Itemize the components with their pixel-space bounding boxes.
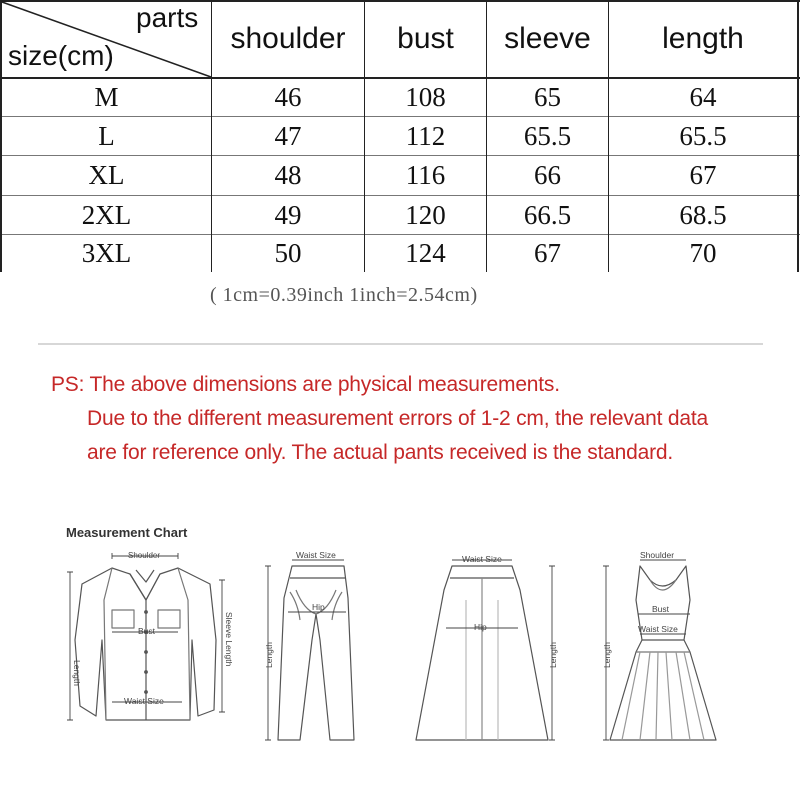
dress-waist-label: Waist Size bbox=[638, 624, 678, 634]
table-cell-shoulder: 47 bbox=[274, 120, 302, 151]
shirt-sleeve-label: Sleeve Length bbox=[224, 612, 234, 667]
corner-label-size: size(cm) bbox=[8, 40, 114, 71]
corner-label-parts: parts bbox=[136, 2, 199, 33]
skirt-hip-label: Hip bbox=[474, 622, 487, 632]
measurement-chart bbox=[0, 540, 800, 790]
divider bbox=[38, 343, 763, 345]
header-length: length bbox=[662, 22, 744, 55]
skirt-waist-label: Waist Size bbox=[462, 554, 502, 564]
skirt-length-label: Length bbox=[548, 642, 558, 668]
header-shoulder: shoulder bbox=[230, 22, 346, 55]
table-cell-length: 70 bbox=[689, 238, 717, 268]
table-cell-sleeve: 65 bbox=[534, 81, 561, 112]
table-border-right bbox=[797, 0, 799, 272]
size-table bbox=[0, 0, 800, 272]
dress-bust-label: Bust bbox=[652, 604, 670, 614]
notice-line-3: are for reference only. The actual pants received is the standard. bbox=[87, 441, 674, 464]
notice-line-1: PS: The above dimensions are physical measurements. bbox=[51, 373, 560, 396]
table-cell-bust: 112 bbox=[405, 120, 446, 151]
table-cell-bust: 120 bbox=[405, 199, 446, 230]
table-cell-length: 68.5 bbox=[679, 199, 727, 230]
table-cell-bust: 108 bbox=[405, 81, 446, 112]
measurement-chart-title: Measurement Chart bbox=[66, 525, 188, 540]
table-cell-length: 65.5 bbox=[679, 120, 727, 151]
table-cell-length: 67 bbox=[689, 160, 717, 190]
pants-hip-label: Hip bbox=[312, 602, 325, 612]
table-cell-size: 2XL bbox=[81, 199, 132, 230]
pants-length-label: Length bbox=[264, 642, 274, 668]
table-cell-length: 64 bbox=[689, 81, 717, 112]
notice-line-2: Due to the different measurement errors of 1-2 cm, the relevant data bbox=[87, 407, 709, 430]
shirt-waist-label: Waist Size bbox=[124, 696, 164, 706]
dress-length-label: Length bbox=[602, 642, 612, 668]
table-cell-size: L bbox=[98, 120, 115, 151]
table-cell-shoulder: 48 bbox=[274, 160, 302, 190]
table-cell-shoulder: 46 bbox=[274, 81, 302, 112]
table-cell-sleeve: 65.5 bbox=[523, 120, 572, 151]
table-cell-size: 3XL bbox=[81, 238, 132, 268]
dress-shoulder-label: Shoulder bbox=[640, 550, 675, 560]
pants-waist-label: Waist Size bbox=[296, 550, 336, 560]
unit-conversion-note: ( 1cm=0.39inch 1inch=2.54cm) bbox=[210, 284, 478, 306]
dress-illustration bbox=[610, 566, 716, 740]
pants-illustration bbox=[278, 566, 354, 740]
table-cell-sleeve: 67 bbox=[534, 238, 561, 268]
table-cell-shoulder: 49 bbox=[274, 199, 302, 230]
table-cell-shoulder: 50 bbox=[274, 238, 302, 268]
table-cell-sleeve: 66.5 bbox=[523, 199, 572, 230]
shirt-shoulder-label: Shoulder bbox=[128, 551, 161, 560]
table-cell-sleeve: 66 bbox=[534, 160, 561, 190]
table-cell-bust: 124 bbox=[405, 238, 446, 268]
measurement-notice bbox=[51, 368, 708, 470]
table-cell-size: XL bbox=[88, 160, 125, 190]
header-bust: bust bbox=[397, 22, 454, 55]
shirt-length-label: Length bbox=[72, 660, 82, 686]
header-sleeve: sleeve bbox=[504, 22, 591, 55]
shirt-bust-label: Bust bbox=[138, 626, 156, 636]
skirt-illustration bbox=[416, 566, 548, 740]
table-cell-bust: 116 bbox=[405, 160, 446, 190]
table-cell-size: M bbox=[94, 81, 119, 112]
